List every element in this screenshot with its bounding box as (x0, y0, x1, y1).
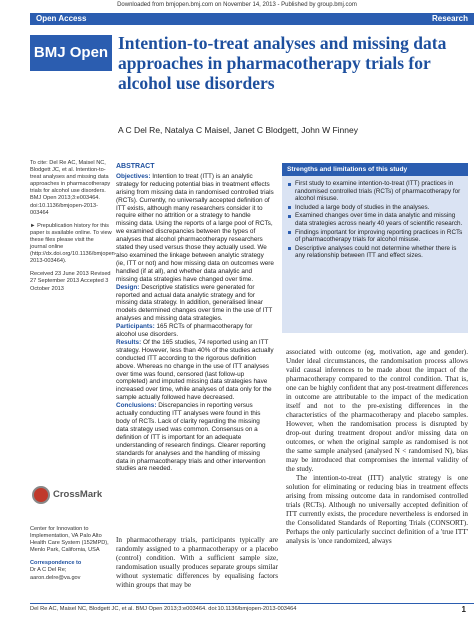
footer-divider (30, 603, 474, 604)
abstract-conclusions: Conclusions: Discrepancies in reporting versus actually conducting ITT analyses were found in this body of RCTs. Lack of clarity regarding the missing data strategy used was common. Consensus on a definition of ITT is important for an adequate understanding of research findings. Clearer reporting standards for analyses and the handling of missing data in pharmacotherapy trials and other intervention studies are needed. (116, 402, 266, 473)
download-line: Downloaded from bmjopen.bmj.com on November 14, 2013 - Published by group.bmj.com (117, 2, 357, 8)
abstract-objectives: Objectives: Intention to treat (ITT) is an analytic strategy for reducing potential bias in treatment effects arising from missing data in randomised controlled trials (RCTs). Currently, no universally accepted definition of ITT exists, although many researchers consider it to require either no attrition or a strategy to handle missing data. Using the reports of a large pool of RCTs, we examined discrepancies between the types of analyses that alcohol pharmacotherapy researchers stated they used versus those they actually used. We also examined the linkage between analytic strategy (ie, ITT or not) and how missing data on outcomes were handled (if at all), and whether data analytic and missing data strategies have changed over time. (116, 172, 274, 283)
strengths-box (282, 163, 468, 333)
list-item: Included a large body of studies in the analyses. (288, 204, 463, 212)
page-number: 1 (461, 605, 466, 614)
strengths-list (282, 176, 468, 260)
correspondence: Dr A C Del Re; aaron.delre@va.gov (30, 567, 81, 581)
journal-logo: BMJ Open (30, 35, 112, 71)
abstract (116, 163, 274, 473)
correspondence-heading: Correspondence to (30, 560, 82, 567)
abstract-heading: ABSTRACT (116, 163, 155, 170)
body-right-column (286, 348, 468, 546)
prepublication-note: ► Prepublication history for this paper is available online. To view these files please visit the journal online (http://dx.doi.org/10.1136/bmjopen-2013-003464). (30, 222, 117, 265)
citation-note: To cite: Del Re AC, Maisel NC, Blodgett JC, et al. Intention-to-treat analyses and missing data approaches in pharmacotherapy trials for alcohol use disorders. BMJ Open 2013;3:e003464. doi:10.1136/bmjopen-2013-003464 (30, 160, 111, 216)
footer-citation: Del Re AC, Maisel NC, Blodgett JC, et al. BMJ Open 2013;3:e003464. doi:10.1136/bmjopen-2013-003464 (30, 606, 297, 612)
affiliation-block (30, 526, 112, 582)
affiliation: Center for Innovation to Implementation, VA Palo Alto Health Care System (152MPD), Menlo Park, California, USA (30, 526, 109, 554)
crossmark-badge[interactable] (32, 484, 114, 506)
open-access-label: Open Access (36, 14, 87, 23)
article-type-label: Research (431, 14, 468, 23)
abstract-results: Results: Of the 165 studies, 74 reported using an ITT strategy. However, less than 40% of the studies actually conducted ITT according to the rigorous definition above. Whereas no change in the use of ITT analyses over time was found, censored (last follow-up completed) and imputed missing data strategies have increased over time, while analyses of data only for the sample actually followed have decreased. (116, 338, 274, 402)
body-paragraph: The intention-to-treat (ITT) analytic strategy is one solution for eliminating or reducing bias in treatment effects arising from missing outcome data in randomised controlled trials (RCTs). Although no universally accepted definition of ITT currently exists, the procedure nevertheless is endorsed in the Consolidated Standards of Reporting Trials (CONSORT). Perhaps the only particularly succinct definition of a 'true ITT' analysis is 'once randomized, always (286, 474, 468, 545)
list-item: Findings important for improving reporting practices in RCTs of pharmacotherapy trials for alcohol misuse. (288, 229, 463, 244)
section-bar (30, 13, 474, 25)
abstract-participants: Participants: 165 RCTs of pharmacotherapy for alcohol use disorders. (116, 323, 253, 339)
abstract-design: Design: Descriptive statistics were generated for reported and actual data analytic strategy and for missing data strategy. In addition, generalised linear models determined changes over time in the use of ITT analyses and missing data strategies. (116, 283, 273, 323)
crossmark-icon (32, 486, 50, 504)
strengths-heading: Strengths and limitations of this study (282, 163, 468, 176)
author-list: A C Del Re, Natalya C Maisel, Janet C Blodgett, John W Finney (118, 125, 358, 135)
crossmark-label: CrossMark (53, 489, 103, 500)
list-item: First study to examine intention-to-treat (ITT) practices in randomised controlled trials (RCTs) of pharmacotherapy for alcohol misuse. (288, 180, 463, 203)
body-paragraph: associated with outcome (eg, motivation, age and gender). Under ideal circumstances, the randomisation process allows valid causal inferences to be made about the impact of the pharmacotherapy compared to the control condition. That is, one can be highly confident that any post-treatment differences in outcome are attributable to the impact of the medication itself and not to the pre-existing differences in the characteristics of the pharmacotherapy and placebo samples. However, when the randomisation process is disrupted by drop-out during treatment dropout and/or missing data on outcomes, or when the original sample as randomised is not the same sample analysed (analysed N < randomised N), bias may be introduced that compromises the internal validity of the study. (286, 348, 468, 473)
dates-note: Received 23 June 2013 Revised 27 September 2013 Accepted 3 October 2013 (30, 271, 111, 292)
list-item: Examined changes over time in data analytic and missing data strategies across nearly 40 years of scientific research. (288, 212, 463, 227)
list-item: Descriptive analyses could not determine whether there is any relationship between ITT and effect sizes. (288, 245, 463, 260)
article-title: Intention-to-treat analyses and missing data approaches in pharmacotherapy trials for alcohol use disorders (118, 33, 447, 93)
introduction-paragraph: In pharmacotherapy trials, participants typically are randomly assigned to a pharmacotherapy or a placebo (control) condition. With a sufficient sample size, randomisation usually produces separate groups similar without systematic differences by equalising factors within groups that may be (116, 536, 278, 589)
sidebar (30, 160, 117, 299)
